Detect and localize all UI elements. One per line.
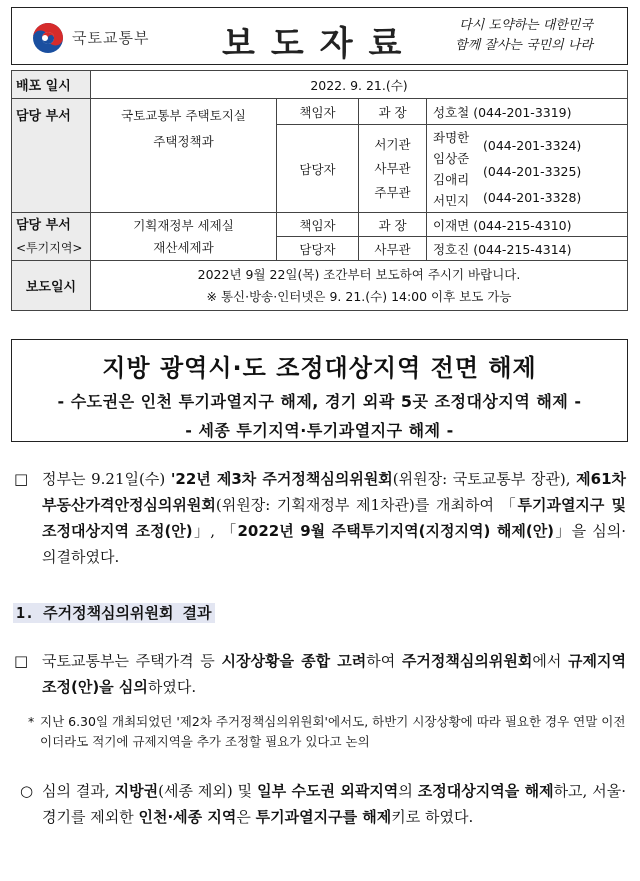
footnote-text: 지난 6.30일 개최되었던 '제2차 주거정책심의위원회'에서도, 하반기 시장상황에 따라 필요한 경우 연말 이전이더라도 적기에 규제지역을 추가 조정할 필요가 있다고 논의 bbox=[40, 714, 626, 749]
release-line-2: ※ 통신·방송·인터넷은 9. 21.(수) 14:00 이후 보도 가능 bbox=[206, 288, 512, 304]
text-run: 키로 하였다. bbox=[391, 808, 474, 826]
dept2-label: 담당 부서 bbox=[16, 217, 71, 233]
text-run: 은 bbox=[236, 808, 256, 826]
asterisk-icon: * bbox=[28, 714, 35, 729]
dept1-staff-titles bbox=[359, 125, 427, 213]
dept1-org bbox=[91, 99, 277, 213]
header-banner bbox=[11, 7, 628, 65]
release-info bbox=[91, 261, 628, 311]
bold-run: 지방권 bbox=[114, 782, 159, 800]
footnote bbox=[28, 712, 628, 752]
distribution-label: 배포 일시 bbox=[12, 71, 91, 99]
text-run: (세종 제외) 및 bbox=[158, 782, 258, 800]
text-run: 하고, 서울·경기를 제외한 bbox=[42, 782, 627, 826]
dept1-resp-title: 과 장 bbox=[359, 99, 427, 125]
headline-box bbox=[11, 339, 628, 442]
bold-run: '22년 제3차 주거정책심의위원회 bbox=[170, 470, 393, 488]
release-label: 보도일시 bbox=[12, 261, 91, 311]
dept1-org-line1: 국토교통부 주택토지실 bbox=[121, 108, 246, 123]
dept1-staff-title: 주무관 bbox=[374, 184, 411, 200]
bold-run: 주거정책심의위원회 bbox=[401, 652, 533, 670]
paragraph-2 bbox=[14, 648, 626, 700]
distribution-date: 2022. 9. 21.(수) bbox=[91, 71, 628, 99]
bullet-square-icon: □ bbox=[14, 652, 29, 670]
slogan-line-2: 함께 잘사는 국민의 나라 bbox=[455, 38, 593, 53]
dept1-staff-phone: (044-201-3328) bbox=[483, 189, 582, 205]
dept1-staff-name: 서민지 bbox=[433, 192, 470, 208]
headline-title: 지방 광역시·도 조정대상지역 전면 해제 bbox=[102, 354, 537, 382]
dept2-org bbox=[91, 213, 277, 261]
dept1-staff-title: 사무관 bbox=[374, 160, 411, 176]
dept2-staff-person: 정호진 (044-215-4314) bbox=[427, 237, 628, 261]
dept1-staff-phone: (044-201-3325) bbox=[483, 163, 582, 179]
text-run: 하여 bbox=[366, 652, 402, 670]
government-taegeuk-logo bbox=[32, 22, 64, 54]
bold-run: 인천·세종 지역 bbox=[138, 808, 237, 826]
dept2-label-cell bbox=[12, 213, 91, 261]
dept2-resp-role: 책임자 bbox=[277, 213, 359, 237]
ministry-name: 국토교통부 bbox=[72, 29, 150, 47]
text-run: 국토교통부는 주택가격 등 bbox=[42, 652, 222, 670]
text-run: (위원장: 국토교통부 장관), bbox=[392, 470, 577, 488]
text-run: 」, 「 bbox=[192, 522, 238, 540]
text-run: (위원장: 기획재정부 제1차관)를 개최하여 「 bbox=[215, 496, 518, 514]
dept1-org-line2: 주택정책과 bbox=[153, 134, 214, 149]
paragraph-1-text bbox=[42, 466, 626, 570]
release-line-1: 2022년 9월 22일(목) 조간부터 보도하여 주시기 바랍니다. bbox=[197, 266, 521, 282]
headline-subtitle-2: - 세종 투기지역·투기과열지구 해제 - bbox=[185, 421, 454, 440]
dept2-staff-role: 담당자 bbox=[277, 237, 359, 261]
dept2-resp-title: 과 장 bbox=[359, 213, 427, 237]
dept1-staff-phone: (044-201-3324) bbox=[483, 137, 582, 153]
bold-run: 시장상황을 종합 고려 bbox=[221, 652, 367, 670]
text-run: 심의 결과, bbox=[42, 782, 115, 800]
text-run: 의 bbox=[398, 782, 418, 800]
dept1-staff-title: 서기관 bbox=[374, 136, 411, 152]
text-run: 」을 심의·의결하였다. bbox=[42, 522, 626, 566]
section-heading bbox=[13, 602, 215, 623]
slogan-line-1: 다시 도약하는 대한민국 bbox=[459, 18, 593, 33]
dept2-staff-title: 사무관 bbox=[359, 237, 427, 261]
dept1-staff-role: 담당자 bbox=[277, 125, 359, 213]
government-slogan bbox=[443, 16, 593, 56]
dept2-org-line2: 재산세제과 bbox=[153, 239, 214, 255]
bold-run: 투기과열지구를 해제 bbox=[255, 808, 392, 826]
dept1-resp-row bbox=[12, 99, 628, 125]
bold-run: 규제지역 조정(안)을 심의 bbox=[42, 652, 627, 696]
dept1-resp-role: 책임자 bbox=[277, 99, 359, 125]
text-run: 하였다. bbox=[147, 678, 197, 696]
dept1-staff-name: 좌명한 bbox=[433, 129, 470, 145]
bold-run: 제61차 부동산가격안정심의위원회 bbox=[42, 470, 626, 514]
press-release-title: 보도자료 bbox=[222, 24, 418, 64]
dept2-resp-row bbox=[12, 213, 628, 237]
bold-run: 조정대상지역을 해제 bbox=[417, 782, 554, 800]
headline-subtitle-1: - 수도권은 인천 투기과열지구 해제, 경기 외곽 5곳 조정대상지역 해제 - bbox=[57, 392, 582, 411]
paragraph-2-text bbox=[42, 648, 626, 700]
dept1-staff-name: 김애리 bbox=[433, 171, 470, 187]
bold-run: 2022년 9월 주택투기지역(지정지역) 해제(안) bbox=[237, 522, 555, 540]
text-run: 에서 bbox=[532, 652, 569, 670]
dept2-org-line1: 기획재정부 세제실 bbox=[133, 217, 234, 233]
press-info-table bbox=[11, 70, 628, 311]
dept1-staff-contacts bbox=[427, 125, 628, 213]
dept1-label: 담당 부서 bbox=[12, 99, 91, 213]
release-row bbox=[12, 261, 628, 311]
dept2-resp-person: 이재면 (044-215-4310) bbox=[427, 213, 628, 237]
dept2-sublabel: <투기지역> bbox=[16, 240, 83, 255]
bold-run: 일부 수도권 외곽지역 bbox=[257, 782, 399, 800]
paragraph-1 bbox=[14, 466, 626, 570]
paragraph-3 bbox=[14, 778, 626, 830]
paragraph-3-text bbox=[42, 778, 626, 830]
bullet-square-icon: □ bbox=[14, 470, 29, 488]
bullet-circle-icon: ○ bbox=[20, 782, 34, 800]
distribution-row bbox=[12, 71, 628, 99]
bold-run: 투기과열지구 및 조정대상지역 조정(안) bbox=[42, 496, 626, 540]
dept1-staff-name: 임상준 bbox=[433, 150, 470, 166]
section-heading-text: 1. 주거정책심의위원회 결과 bbox=[13, 603, 215, 623]
dept1-resp-person: 성호철 (044-201-3319) bbox=[427, 99, 628, 125]
text-run: 정부는 9.21일(수) bbox=[42, 470, 171, 488]
